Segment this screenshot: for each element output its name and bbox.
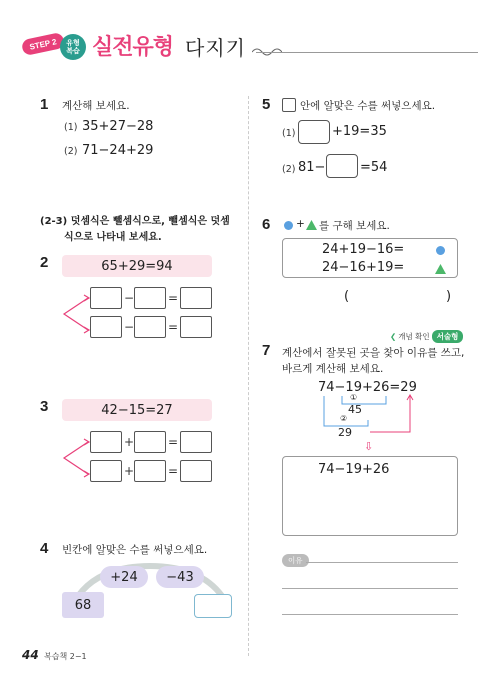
- problem-7-step2-mark: ②: [340, 414, 348, 423]
- reason-line-2[interactable]: [282, 588, 458, 589]
- problem-7-text-line2: 바르게 계산해 보세요.: [282, 363, 384, 375]
- problem-6-paren-close: ): [446, 289, 452, 304]
- essay-type-badge: 서술형: [432, 330, 464, 343]
- problem-6-number: 6: [262, 216, 271, 233]
- problem-1-2-label: (2): [64, 146, 78, 157]
- problem-7-step1-mark: ①: [350, 393, 358, 402]
- problem-3-blank-2a[interactable]: [90, 460, 122, 482]
- problem-7-tags: [390, 330, 463, 343]
- down-arrow-icon: ⇩: [364, 440, 374, 453]
- review-line1: 유형: [66, 39, 80, 47]
- problem-5-2-prefix: 81−: [298, 160, 326, 175]
- header-rule: [256, 52, 478, 53]
- problem-2-expression: 65+29=94: [62, 255, 212, 277]
- problem-6-text: 를 구해 보세요.: [319, 220, 390, 232]
- problem-3-blank-1b[interactable]: [134, 431, 166, 453]
- problem-3-eq-2: =: [168, 464, 179, 478]
- problem-5-2-blank[interactable]: [326, 154, 358, 178]
- step-badge: STEP 2: [21, 32, 65, 56]
- problem-2-3-label: (2-3): [40, 216, 68, 227]
- column-divider: [248, 96, 249, 656]
- problem-2-3-text-line2: 식으로 나타내 보세요.: [64, 232, 162, 243]
- problem-3-op-1: +: [124, 435, 135, 449]
- review-line2: 복습: [66, 47, 80, 55]
- reason-line-1[interactable]: [306, 562, 458, 563]
- problem-5-1-label: (1): [282, 128, 296, 139]
- problem-6-plus: +: [296, 218, 305, 230]
- problem-2-blank-2a[interactable]: [90, 316, 122, 338]
- problem-3-blank-2b[interactable]: [134, 460, 166, 482]
- concept-check-label: 개념 확인: [398, 332, 430, 341]
- triangle-icon: [306, 220, 317, 230]
- reason-line-3[interactable]: [282, 614, 458, 615]
- problem-7-wrong-expr: 74−19+26=29: [318, 380, 417, 395]
- problem-7-text-line1: 계산에서 잘못된 곳을 찾아 이유를 쓰고,: [282, 347, 465, 359]
- problem-2-eq-2: =: [168, 320, 179, 334]
- problem-3-arrows: [60, 436, 92, 480]
- problem-7-step2-value: 29: [338, 426, 352, 439]
- problem-3-op-2: +: [124, 464, 135, 478]
- problem-2-blank-2c[interactable]: [180, 316, 212, 338]
- problem-5-1-rest: +19=35: [332, 124, 387, 139]
- problem-2-blank-2b[interactable]: [134, 316, 166, 338]
- problem-1-text: 계산해 보세요.: [62, 100, 130, 112]
- page-number: 44: [22, 648, 39, 662]
- problem-3-expression: 42−15=27: [62, 399, 212, 421]
- problem-5-number: 5: [262, 96, 271, 113]
- problem-1-1-label: (1): [64, 122, 78, 133]
- problem-1-number: 1: [40, 96, 49, 113]
- problem-1-1-expr: 35+27−28: [82, 119, 154, 134]
- problem-5-box-symbol: [282, 98, 296, 112]
- circle-icon: [284, 221, 293, 230]
- problem-3-eq-1: =: [168, 435, 179, 449]
- problem-7-step1-value: 45: [348, 403, 362, 416]
- problem-4-op-bubble-1: +24: [100, 566, 148, 588]
- problem-3-blank-1c[interactable]: [180, 431, 212, 453]
- problem-6-line1: 24+19−16=: [322, 242, 405, 257]
- problem-2-blank-1b[interactable]: [134, 287, 166, 309]
- problem-2-number: 2: [40, 254, 49, 271]
- problem-5-2-label: (2): [282, 164, 296, 175]
- problem-3-blank-1a[interactable]: [90, 431, 122, 453]
- problem-2-eq-1: =: [168, 291, 179, 305]
- review-badge: [60, 34, 86, 60]
- reason-label: 이유: [282, 554, 309, 567]
- problem-3-number: 3: [40, 398, 49, 415]
- problem-4-op-bubble-2: −43: [156, 566, 204, 588]
- book-name: 복습책 2−1: [44, 652, 87, 661]
- page-title: 실전유형: [92, 35, 174, 60]
- problem-4-number: 4: [40, 540, 49, 557]
- problem-6-paren-open: (: [344, 289, 350, 304]
- problem-5-1-blank[interactable]: [298, 120, 330, 144]
- problem-2-blank-1c[interactable]: [180, 287, 212, 309]
- problem-2-3-instructions: [40, 212, 230, 227]
- circle-icon: [436, 246, 445, 255]
- problem-2-op-2: −: [124, 320, 135, 334]
- problem-5-2-rest: =54: [360, 160, 388, 175]
- problem-3-blank-2c[interactable]: [180, 460, 212, 482]
- problem-5-text: 안에 알맞은 수를 써넣으세요.: [300, 100, 436, 112]
- problem-4-start-value: 68: [62, 592, 104, 618]
- problem-2-arrows: [60, 292, 92, 336]
- problem-2-op-1: −: [124, 291, 135, 305]
- problem-2-blank-1a[interactable]: [90, 287, 122, 309]
- squiggle-decoration: [252, 44, 282, 56]
- page-subtitle: 다지기: [185, 36, 246, 60]
- problem-7-number: 7: [262, 342, 271, 359]
- problem-4-answer-box[interactable]: [194, 594, 232, 618]
- problem-2-3-text-line1: 덧셈식은 뺄셈식으로, 뺄셈식은 덧셈: [70, 216, 230, 227]
- problem-1-2-expr: 71−24+29: [82, 143, 154, 158]
- problem-7-answer-expr: 74−19+26: [318, 462, 390, 477]
- leaf-icon: ❮: [390, 332, 397, 341]
- problem-4-text: 빈칸에 알맞은 수를 써넣으세요.: [62, 544, 208, 556]
- problem-6-line2: 24−16+19=: [322, 260, 405, 275]
- triangle-icon: [435, 264, 446, 274]
- problem-7-calc-brackets: [310, 394, 420, 444]
